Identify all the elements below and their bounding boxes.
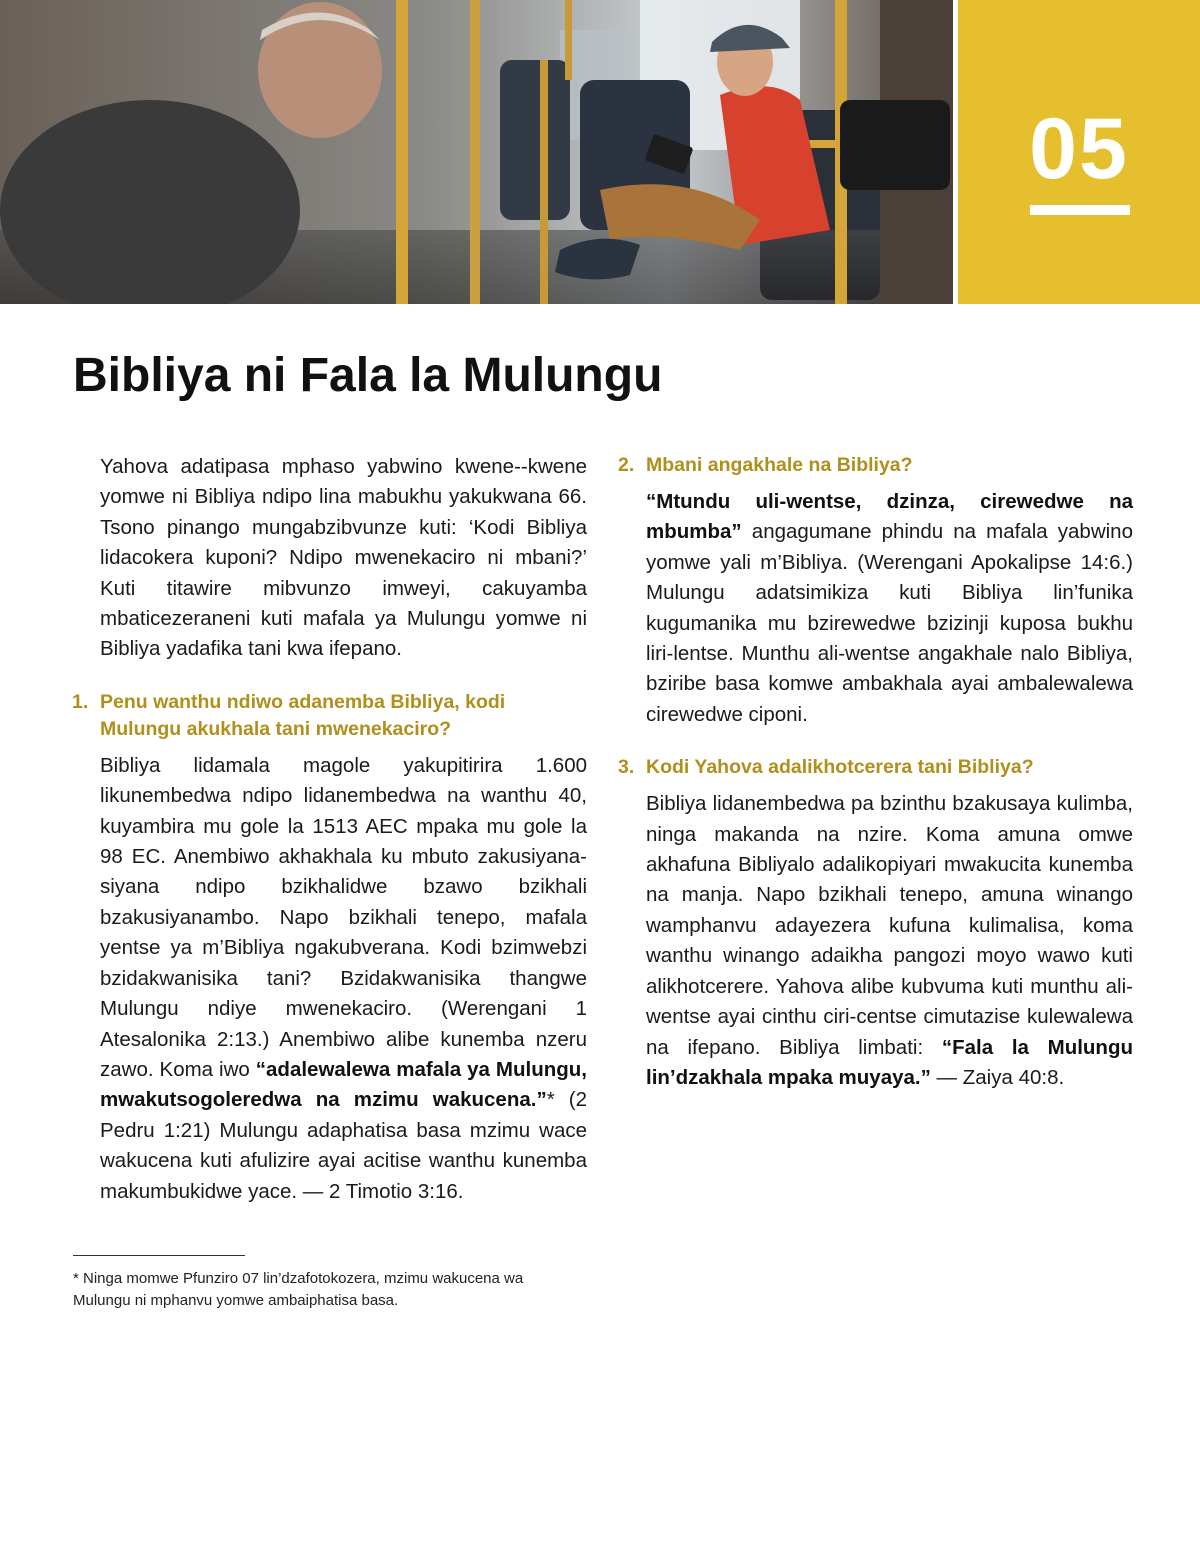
intro-paragraph: Yahova adatipasa mphaso yabwino kwene--kwene yomwe ni Bibliya ndipo lina mabukhu yakukwana 66. Tsono pinango mungabzibvunze kuti: ‘Kodi Bibliya lidacokera kuponi? Ndipo mwenekaciro ni mbani?’ Kuti titawire mibvunzo imweyi, cakuyamba mbaticezeraneni kuti mafala ya Mulungu yomwe ni Bibliya yadafika tani kwa ifepano. <box>100 455 587 661</box>
left-column <box>72 452 587 1220</box>
footnote: * Ninga momwe Pfunziro 07 lin’dzafotokozera, mzimu wakucena wa Mulungu ni mphanvu yomwe ambaiphatisa basa. <box>73 1270 524 1309</box>
body-text: Bibliya lidamala magole yakupitirira 1.600 likunembedwa ndipo lidanembedwa na wanthu 40, kuyambira mu gole la 1513 AEC mpaka mu gole la 98 EC. Anembiwo akhakhala ku mbuto zakusiyana-siyana ndipo bzikhalidwe bzawo bzikhali bzakusiyanambo. Napo bzikhali tenepo, mafala yentse ya m’Bibliya ngakubverana. Kodi bzimwebzi bzidakwanisika tani? Bzidakwanisika thangwe Mulungu ndiye mwenekaciro. (Werengani 1 Atesalonika 2:13.) Anembiwo alibe kunemba nzeru zawo. Koma iwo <box>100 753 587 1081</box>
section-number: 2. <box>618 454 635 476</box>
bus-interior-illustration <box>0 0 953 304</box>
right-column <box>618 452 1133 1106</box>
section-heading-text: Penu wanthu ndiwo adanemba Bibliya, kodi Mulungu akukhala tani mwenekaciro? <box>100 690 506 740</box>
footnote-divider <box>73 1255 245 1256</box>
section-number: 3. <box>618 756 635 779</box>
section-heading-text: Kodi Yahova adalikhotcerera tani Bibliya? <box>646 756 1034 779</box>
body-text: * (2 Pedru 1:21) Mulungu adaphatisa basa mzimu wace wakucena kuti afulizire ayai acitise wanthu kunemba makumbukidwe yace. — 2 Timotio 3:16. <box>100 1088 587 1203</box>
lesson-number: 05 <box>1029 101 1129 197</box>
badge-underline <box>1030 205 1130 215</box>
section-heading-1 <box>72 689 587 743</box>
quote-text: “Fala la Mulungu lin’dzakhala mpaka muyaya.” <box>646 1035 1133 1089</box>
section-number: 1. <box>72 690 89 713</box>
section-body-3 <box>646 789 1133 1093</box>
lesson-badge <box>958 0 1200 304</box>
hero-photo <box>0 0 953 304</box>
section-heading-text: Mbani angakhale na Bibliya? <box>646 454 913 476</box>
body-text: — Zaiya 40:8. <box>930 1065 1065 1089</box>
section-heading-2 <box>618 452 1133 479</box>
section-body-1 <box>100 751 587 1207</box>
page-title: Bibliya ni Fala la Mulungu <box>73 349 663 402</box>
quote-text: “adalewalewa mafala ya Mulungu, mwakutsogoleredwa na mzimu wakucena.” <box>100 1057 587 1112</box>
section-heading-3 <box>618 754 1133 781</box>
body-text: angagumane phindu na mafala yabwino yomwe yali m’Bibliya. (Werengani Apokalipse 14:6.) Mulungu adatsimikiza kuti Bibliya lin’funika kugumanika mu bzirewedwe bzizinji kuposa bukhu liri-lentse. Munthu ali-wentse angakhale nalo Bibliya, bziribe basa komwe ambakhala ayai ambalewalewa cirewedwe ciponi. <box>646 520 1133 726</box>
quote-text: “Mtundu uli-wentse, dzinza, cirewedwe na mbumba” <box>646 490 1133 544</box>
section-body-2 <box>646 487 1133 730</box>
body-text: Bibliya lidanembedwa pa bzinthu bzakusaya kulimba, ninga makanda na nzire. Koma amuna omwe akhafuna Bibliyalo adalikopiyari mwakucita kunemba na manja. Napo bzikhali tenepo, amuna winango wamphanvu adayezera kufuna kulimalisa, koma wanthu winango adaikha pangozi moyo wawo kuti alikhotcerere. Yahova alibe kubvuma kuti munthu ali-wentse ayai cinthu ciri-centse cimutazise kulewalewa na ifepano. Bibliya limbati: <box>646 792 1133 1059</box>
